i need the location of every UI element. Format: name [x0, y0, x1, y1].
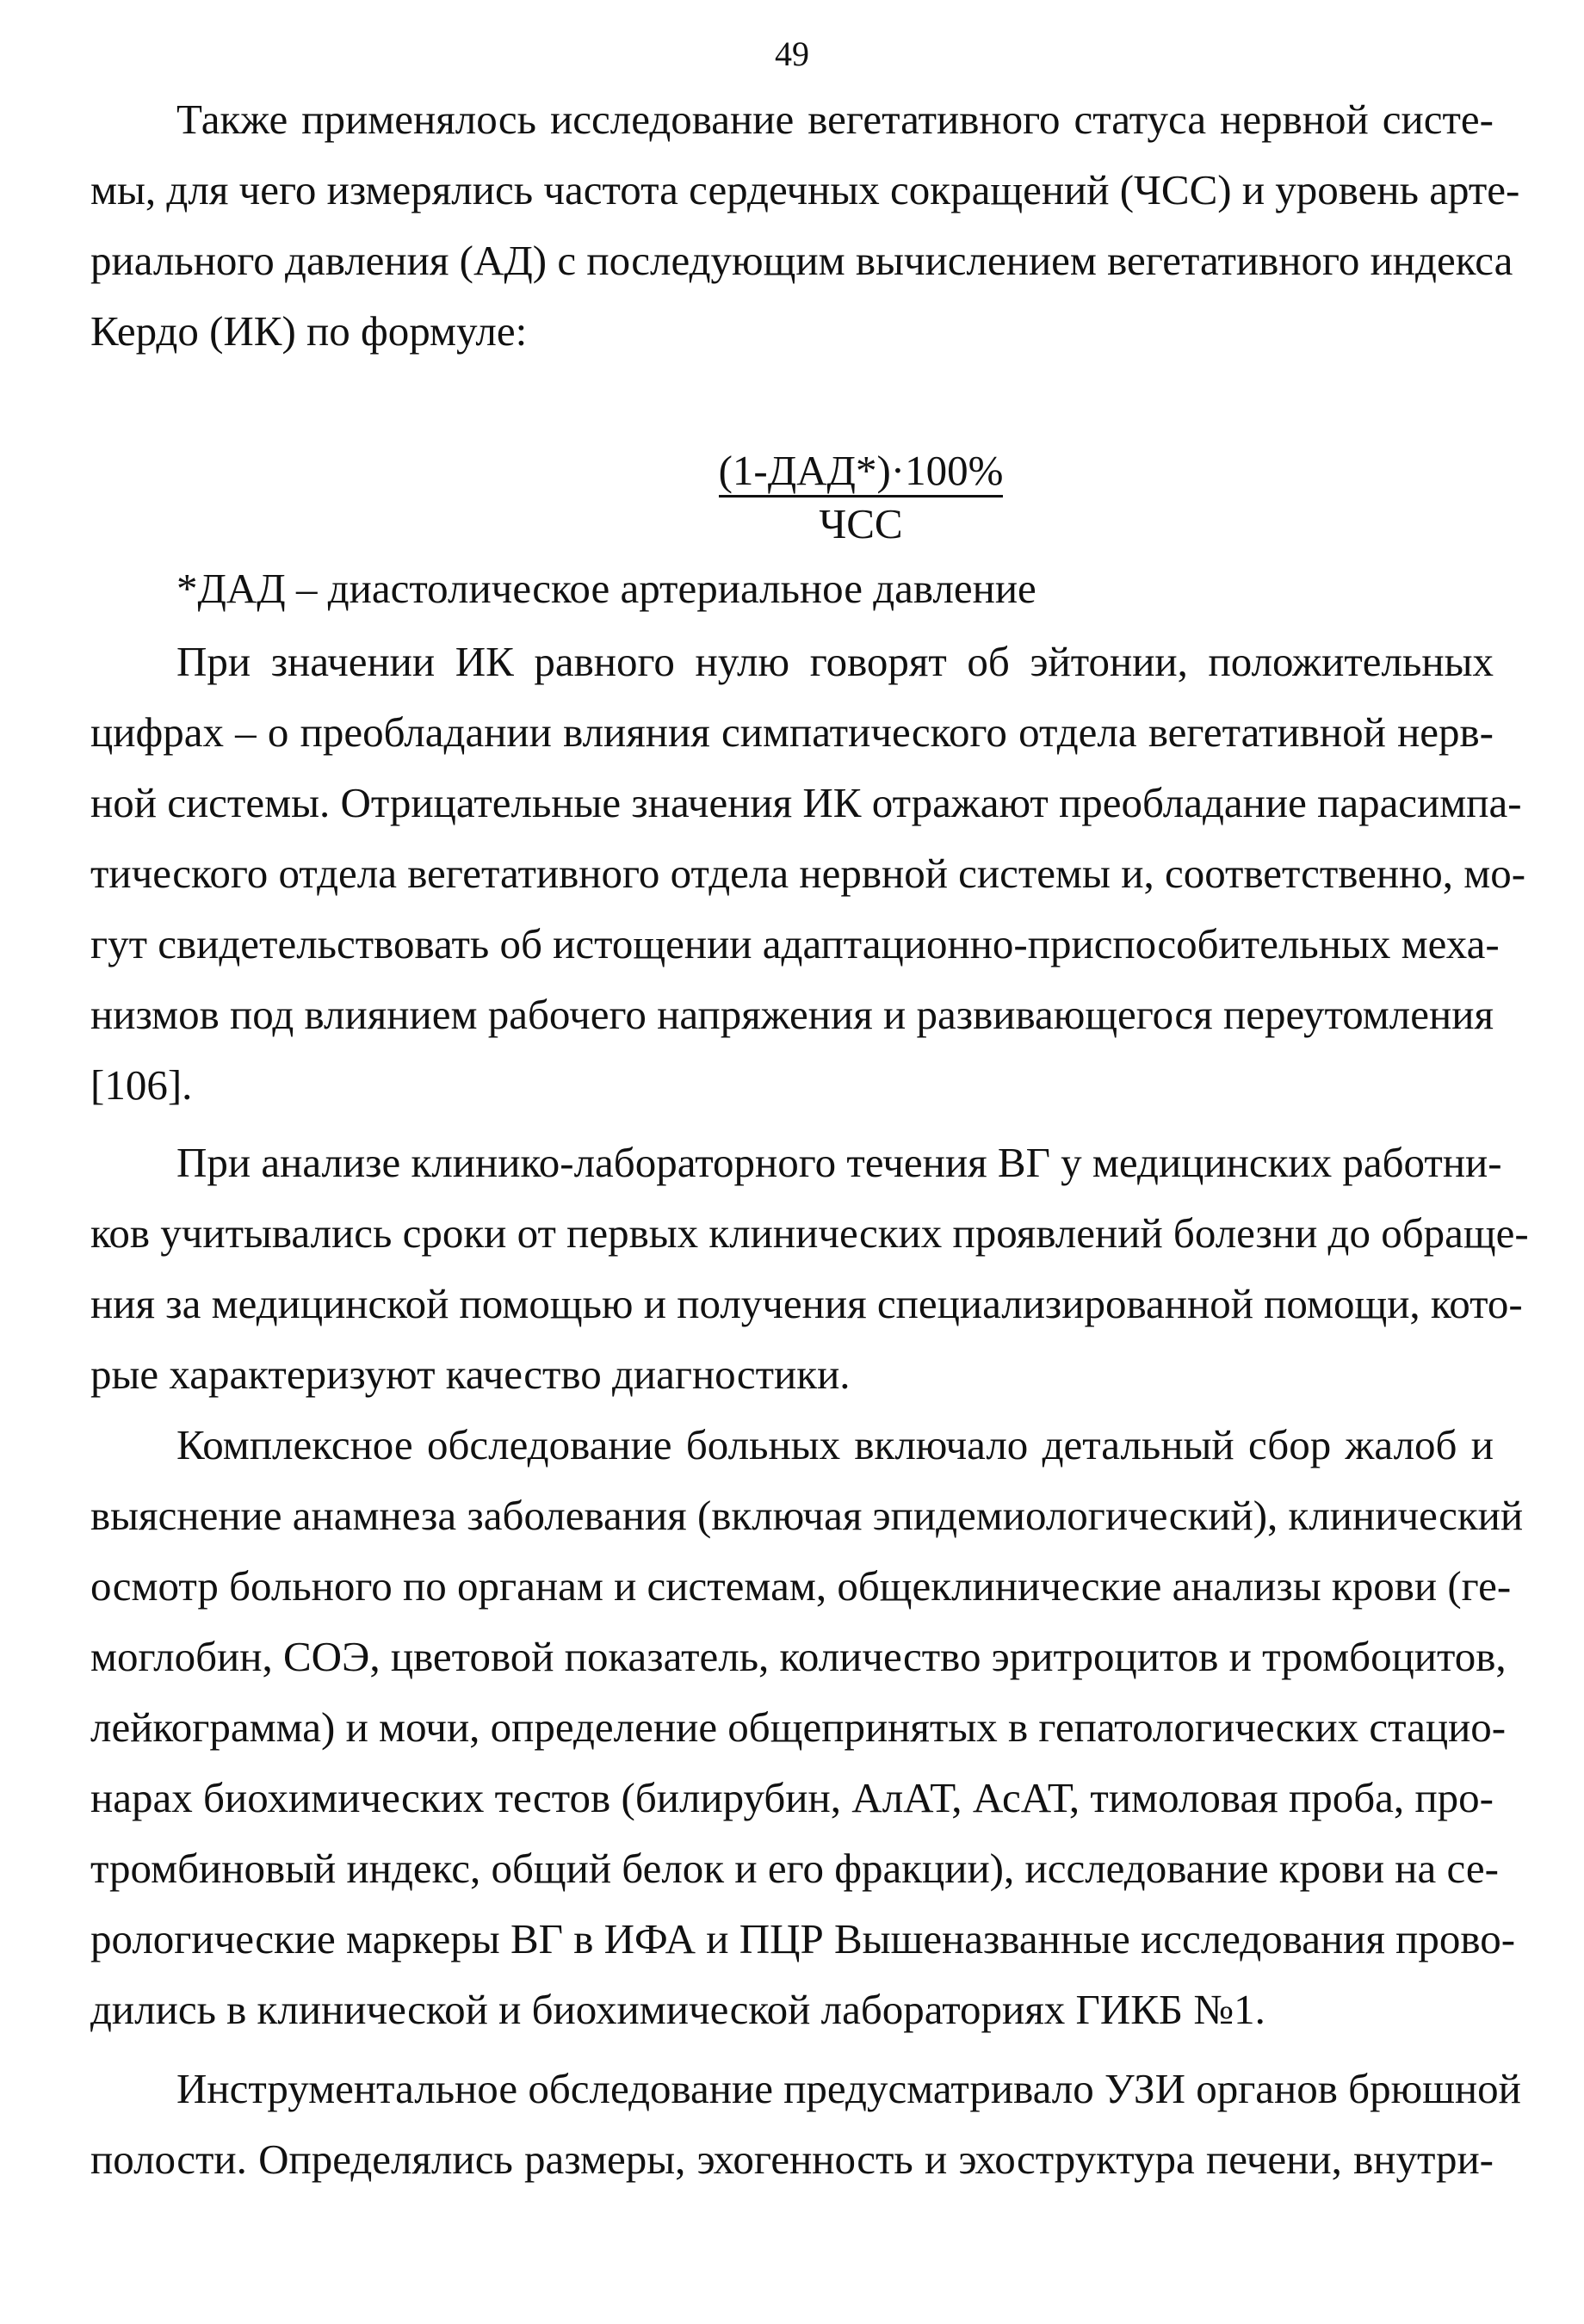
- text-line: ния за медицинской помощью и получения специализированной помощи, кото-: [90, 1280, 1523, 1327]
- text-line: тического отдела вегетативного отдела нервной системы и, соответственно, мо-: [90, 850, 1526, 897]
- text-line: Также применялось исследование вегетативного статуса нервной систе-: [176, 96, 1494, 143]
- text-line: моглобин, СОЭ, цветовой показатель, количество эритроцитов и тромбоцитов,: [90, 1633, 1507, 1680]
- text-line: мы, для чего измерялись частота сердечных сокращений (ЧСС) и уровень арте-: [90, 166, 1520, 213]
- text-line: лейкограмма) и мочи, определение общепринятых в гепатологических стацио-: [90, 1703, 1507, 1751]
- text-line: гут свидетельствовать об истощении адаптационно-приспособительных меха-: [90, 920, 1500, 967]
- text-line: низмов под влиянием рабочего напряжения и развивающегося переутомления: [90, 991, 1494, 1038]
- text-line: рые характеризуют качество диагностики.: [90, 1351, 851, 1398]
- text-line: риального давления (АД) с последующим вычислением вегетативного индекса: [90, 237, 1513, 284]
- formula-denominator: ЧСС: [819, 500, 903, 547]
- text-line: Кердо (ИК) по формуле:: [90, 307, 528, 355]
- text-line: полости. Определялись размеры, эхогенность и эхоструктура печени, внутри-: [90, 2135, 1494, 2183]
- page-number: 49: [775, 34, 809, 73]
- text-line: нарах биохимических тестов (билирубин, АлАТ, АсАТ, тимоловая проба, про-: [90, 1774, 1494, 1821]
- text-line: ков учитывались сроки от первых клинических проявлений болезни до обраще-: [90, 1209, 1529, 1257]
- text-line: [106].: [90, 1061, 193, 1109]
- text-line: рологические маркеры ВГ в ИФА и ПЦР Вышеназванные исследования прово-: [90, 1915, 1516, 1962]
- formula-footnote: *ДАД – диастолическое артериальное давление: [176, 565, 1036, 612]
- text-line: осмотр больного по органам и системам, общеклинические анализы крови (ге-: [90, 1562, 1512, 1610]
- text-line: цифрах – о преобладании влияния симпатического отдела вегетативной нерв-: [90, 708, 1494, 756]
- text-line: выяснение анамнеза заболевания (включая эпидемиологический), клинический: [90, 1492, 1524, 1539]
- text-line: Инструментальное обследование предусматривало УЗИ органов брюшной: [176, 2065, 1521, 2112]
- formula-numerator: (1-ДАД*)·100%: [719, 447, 1004, 498]
- text-line: При значении ИК равного нулю говорят об эйтонии, положительных: [176, 638, 1494, 685]
- text-line: Комплексное обследование больных включало детальный сбор жалоб и: [176, 1421, 1494, 1468]
- text-line: дились в клинической и биохимической лабораториях ГИКБ №1.: [90, 1986, 1265, 2033]
- kerdo-formula: [603, 446, 1119, 549]
- text-line: тромбиновый индекс, общий белок и его фракции), исследование крови на се-: [90, 1845, 1499, 1892]
- text-line: ной системы. Отрицательные значения ИК отражают преобладание парасимпа-: [90, 779, 1522, 826]
- text-line: При анализе клинико-лабораторного течения ВГ у медицинских работни-: [176, 1139, 1502, 1186]
